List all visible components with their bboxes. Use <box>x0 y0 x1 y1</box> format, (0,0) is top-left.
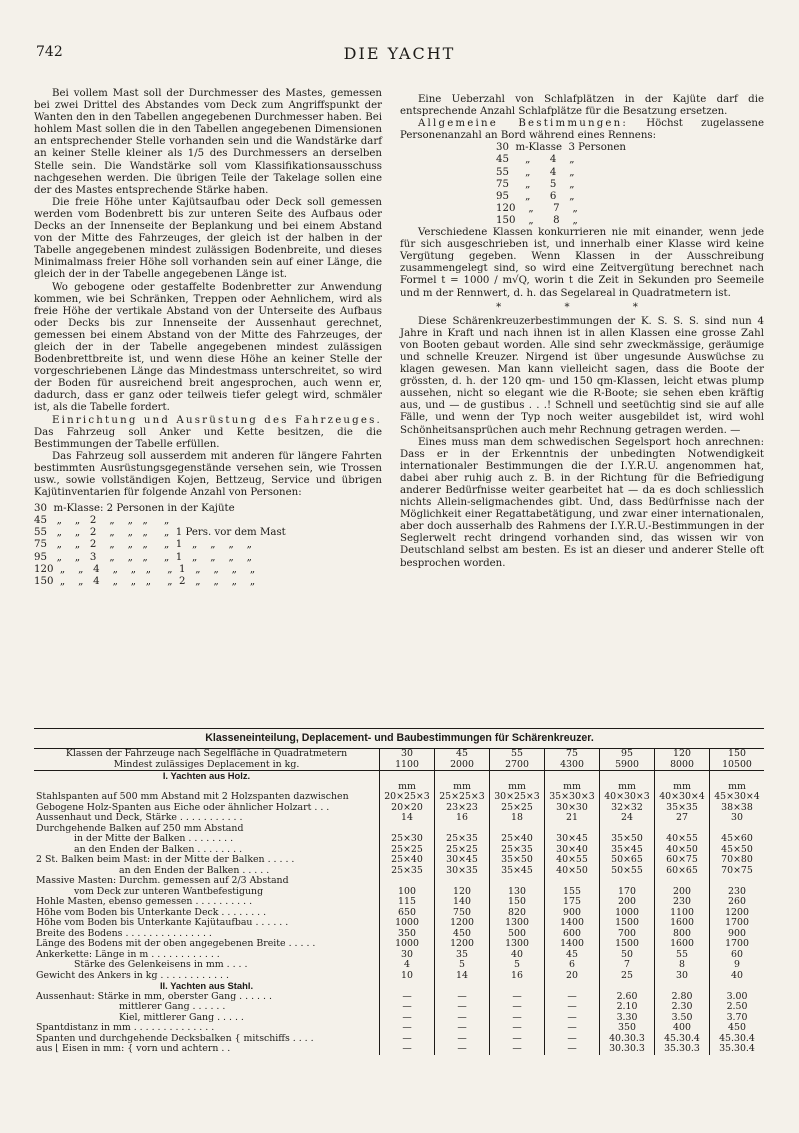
value-cell: 3.70 <box>710 1013 765 1024</box>
value-cell: 3.00 <box>710 992 765 1003</box>
value-cell: 5 <box>490 960 545 971</box>
running-title: DIE YACHT <box>343 44 456 63</box>
crew-max-list <box>496 142 764 227</box>
value-cell: 900 <box>545 908 600 919</box>
value-cell: mm <box>600 782 655 793</box>
row-label: Stärke des Gelenkeisens in mm . . . . <box>74 959 248 970</box>
section-lead: Einrichtung und Ausrüstung des Fahrzeuges. <box>52 414 382 426</box>
value-cell: 45.30.4 <box>710 1034 765 1045</box>
value-cell: 35×35 <box>655 803 710 814</box>
value-cell: 140 <box>435 897 490 908</box>
table-row <box>34 1002 764 1013</box>
row-label: Länge des Bodens mit der oben angegebenen Breite . . . . . <box>36 938 316 949</box>
value-cell: — <box>545 1023 600 1034</box>
value-cell: 1200 <box>710 908 765 919</box>
paragraph-text: Höchst zugelassene Personenanzahl an Bord während eines Rennens: <box>400 118 764 142</box>
table-row <box>34 855 764 866</box>
value-cell: 14 <box>380 813 435 824</box>
row-label: Höhe vom Boden bis Unterkante Deck . . . . . . . . <box>36 906 267 918</box>
value-cell: 8 <box>655 960 710 971</box>
value-cell: 70×75 <box>710 866 765 877</box>
paragraph-text: Das Fahrzeug soll Anker und Kette besitzen, die die Bestimmungen der Tabelle erfüllen. <box>34 426 382 450</box>
value-cell: 45×60 <box>710 834 765 845</box>
value-cell: 60×75 <box>655 855 710 866</box>
value-cell: — <box>380 1002 435 1013</box>
value-cell: 1600 <box>655 939 710 950</box>
crew-line: 95 „ „ 3 „ „ „ „ 1 „ „ „ „ <box>34 551 252 563</box>
value-cell: 30 <box>655 971 710 982</box>
row-label: Ankerkette: Länge in m . . . . . . . . . . . . <box>36 948 220 960</box>
displacement-cell: 2000 <box>435 760 490 771</box>
value-cell: 10 <box>380 971 435 982</box>
value-cell: 750 <box>435 908 490 919</box>
row-label: in der Mitte der Balken . . . . . . . . <box>74 833 234 844</box>
value-cell: — <box>380 1013 435 1024</box>
value-cell: — <box>380 992 435 1003</box>
value-cell: 35 <box>435 950 490 961</box>
value-cell: 400 <box>655 1023 710 1034</box>
paragraph <box>34 415 382 451</box>
value-cell: — <box>435 1013 490 1024</box>
displacement-cell: 2700 <box>490 760 545 771</box>
value-cell: 40×30×3 <box>600 792 655 803</box>
value-cell: 35×50 <box>600 834 655 845</box>
value-cell: 30 <box>710 813 765 824</box>
value-cell: 25 <box>600 971 655 982</box>
paragraph: Verschiedene Klassen konkurrieren nie mit einander, wenn jede für sich ausgeschrieben ist, und innerhalb einer Klasse wird keine Vergütung gegeben. Wenn Klassen in der Ausschreibung zusammengelegt sind, so wird eine Zeitvergütung berechnet nach Formel t = 1000 / m√Q, worin t die Zeit in Sekunden pro Seemeile und m der Rennwert, d. h. das Segelareal in Quadratmetern ist. <box>400 227 764 299</box>
value-cell: 150 <box>490 897 545 908</box>
value-cell: — <box>545 1002 600 1013</box>
value-cell <box>545 876 600 887</box>
spec-table <box>34 748 764 1055</box>
value-cell: 40×55 <box>545 855 600 866</box>
value-cell: 450 <box>710 1023 765 1034</box>
value-cell: 25×40 <box>490 834 545 845</box>
value-cell: 40×55 <box>655 834 710 845</box>
class-cell: 120 <box>655 749 710 760</box>
class-cell: 150 <box>710 749 765 760</box>
value-cell: 40 <box>490 950 545 961</box>
value-cell: — <box>545 1034 600 1045</box>
value-cell: 35×50 <box>490 855 545 866</box>
crew-max-line: 55 „ 4 „ <box>496 166 575 178</box>
value-cell: mm <box>655 782 710 793</box>
value-cell: mm <box>490 782 545 793</box>
value-cell: 260 <box>710 897 765 908</box>
section-title: I. Yachten aus Holz. <box>162 770 251 781</box>
value-cell: 5 <box>435 960 490 971</box>
displacement-cell: 1100 <box>380 760 435 771</box>
row-label: 2 St. Balken beim Mast: in der Mitte der Balken . . . . . <box>36 854 295 865</box>
table-row <box>34 792 764 803</box>
crew-line: 55 „ „ 2 „ „ „ „ 1 Pers. vor dem Mast <box>34 527 286 539</box>
value-cell: 50×65 <box>600 855 655 866</box>
value-cell: 25×40 <box>380 855 435 866</box>
value-cell: mm <box>380 782 435 793</box>
value-cell: 45×50 <box>710 845 765 856</box>
row-label: Aussenhaut und Deck, Stärke . . . . . . . . . . . <box>36 812 243 823</box>
value-cell: 100 <box>380 887 435 898</box>
table-top-rule <box>34 728 764 729</box>
value-cell: 27 <box>655 813 710 824</box>
value-cell: — <box>545 1013 600 1024</box>
value-cell: 35.30.4 <box>710 1044 765 1055</box>
value-cell: 25×25 <box>380 845 435 856</box>
crew-max-line: 30 m-Klasse 3 Personen <box>496 142 626 154</box>
value-cell: 30×45 <box>435 855 490 866</box>
value-cell: 650 <box>380 908 435 919</box>
value-cell: 45 <box>545 950 600 961</box>
displacement-cell: 8000 <box>655 760 710 771</box>
value-cell: 55 <box>655 950 710 961</box>
section-separator: * * * <box>496 301 668 313</box>
value-cell: 1200 <box>435 918 490 929</box>
header-label: Klassen der Fahrzeuge nach Segelfläche in Quadratmetern <box>65 748 348 759</box>
value-cell: 25×35 <box>490 845 545 856</box>
value-cell: 20 <box>545 971 600 982</box>
value-cell <box>655 876 710 887</box>
paragraph: Eine Ueberzahl von Schlafplätzen in der Kajüte darf die entsprechende Anzahl Schlafplätze für die Besatzung ersetzen. <box>400 94 764 118</box>
value-cell: 3.50 <box>655 1013 710 1024</box>
value-cell: 45×30×4 <box>710 792 765 803</box>
class-cell: 75 <box>545 749 600 760</box>
value-cell: 230 <box>655 897 710 908</box>
value-cell: 200 <box>600 897 655 908</box>
value-cell: 900 <box>710 929 765 940</box>
value-cell: 200 <box>655 887 710 898</box>
value-cell: 9 <box>710 960 765 971</box>
value-cell: 175 <box>545 897 600 908</box>
value-cell: 16 <box>435 813 490 824</box>
value-cell: 30×30 <box>545 803 600 814</box>
value-cell <box>380 876 435 887</box>
value-cell: 21 <box>545 813 600 824</box>
value-cell: — <box>435 1002 490 1013</box>
value-cell: 35×30×3 <box>545 792 600 803</box>
paragraph: Das Fahrzeug soll ausserdem mit anderen für längere Fahrten bestimmten Ausrüstungsgegenstände versehen sein, wie Trossen usw., sowie vollständigen Kojen, Bettzeug, Service und übrigen Kajütinventarien für folgende Anzahl von Personen: <box>34 450 382 499</box>
value-cell <box>490 876 545 887</box>
value-cell: 500 <box>490 929 545 940</box>
value-cell: 700 <box>600 929 655 940</box>
value-cell: 23×23 <box>435 803 490 814</box>
value-cell: — <box>545 992 600 1003</box>
displacement-cell: 4300 <box>545 760 600 771</box>
row-label: an den Enden der Balken . . . . . <box>119 864 270 876</box>
crew-list <box>34 503 382 588</box>
value-cell: 4 <box>380 960 435 971</box>
value-cell: 1400 <box>545 939 600 950</box>
table-header-row <box>34 749 764 760</box>
value-cell: 50 <box>600 950 655 961</box>
table-title: Klasseneinteilung, Deplacement- und Baubestimmungen für Schärenkreuzer. <box>205 732 594 744</box>
row-label: Höhe vom Boden bis Unterkante Kajütaufbau . . . . . . <box>36 917 289 928</box>
value-cell: — <box>490 1013 545 1024</box>
table-row <box>34 960 764 971</box>
class-cell: 30 <box>380 749 435 760</box>
value-cell: — <box>435 992 490 1003</box>
section-lead: Allgemeine Bestimmungen: <box>418 118 629 130</box>
value-cell: — <box>490 1034 545 1045</box>
table-row <box>34 897 764 908</box>
section-row-steel <box>34 981 764 992</box>
value-cell: mm <box>435 782 490 793</box>
row-label: Massive Masten: Durchm. gemessen auf 2/3 Abstand <box>36 875 289 886</box>
crew-line: 45 „ „ 2 „ „ „ „ <box>34 515 170 527</box>
table-row <box>34 918 764 929</box>
value-cell: — <box>490 1044 545 1055</box>
value-cell: 350 <box>600 1023 655 1034</box>
displacement-cell: 10500 <box>710 760 765 771</box>
value-cell: 2.30 <box>655 1002 710 1013</box>
value-cell: 30×45 <box>545 834 600 845</box>
value-cell: mm <box>710 782 765 793</box>
value-cell: mm <box>545 782 600 793</box>
value-cell: 800 <box>655 929 710 940</box>
value-cell: 35.30.3 <box>655 1044 710 1055</box>
value-cell: 70×80 <box>710 855 765 866</box>
table-row <box>34 1044 764 1055</box>
paragraph <box>400 118 764 142</box>
value-cell: 3.30 <box>600 1013 655 1024</box>
class-cell: 95 <box>600 749 655 760</box>
value-cell: 30×35 <box>435 866 490 877</box>
value-cell: 1000 <box>380 939 435 950</box>
row-label: Gewicht des Ankers in kg . . . . . . . . . . . . <box>36 969 229 981</box>
value-cell: 40×50 <box>545 866 600 877</box>
value-cell: 1500 <box>600 918 655 929</box>
crew-line: 120 „ „ 4 „ „ „ „ 1 „ „ „ „ <box>34 563 256 575</box>
value-cell: 2.10 <box>600 1002 655 1013</box>
value-cell: 350 <box>380 929 435 940</box>
value-cell: — <box>380 1034 435 1045</box>
section-row-wood <box>34 771 764 782</box>
section-title: II. Yachten aus Stahl. <box>159 980 254 991</box>
value-cell: 1400 <box>545 918 600 929</box>
value-cell: 18 <box>490 813 545 824</box>
row-label: Breite des Bodens . . . . . . . . . . . . . . . <box>36 927 212 939</box>
value-cell: 40.30.3 <box>600 1034 655 1045</box>
value-cell: 7 <box>600 960 655 971</box>
value-cell: 1200 <box>435 939 490 950</box>
value-cell: 1300 <box>490 918 545 929</box>
value-cell: — <box>490 992 545 1003</box>
value-cell: 60 <box>710 950 765 961</box>
value-cell: 25×35 <box>435 834 490 845</box>
value-cell: 130 <box>490 887 545 898</box>
value-cell: 1700 <box>710 939 765 950</box>
value-cell: 14 <box>435 971 490 982</box>
crew-line: 150 „ „ 4 „ „ „ „ 2 „ „ „ „ <box>34 575 256 587</box>
row-label: Hohle Masten, ebenso gemessen . . . . . . . . . . <box>36 896 253 907</box>
row-label: vom Deck zur unteren Wantbefestigung <box>74 885 264 897</box>
value-cell: 25×25 <box>490 803 545 814</box>
table-row <box>34 813 764 824</box>
value-cell: 40×50 <box>655 845 710 856</box>
paragraph: Bei vollem Mast soll der Durchmesser des Mastes, gemessen bei zwei Drittel des Abstandes vom Deck zum Angriffspunkt der Wanten den in den Tabellen angegebenen Durchmesser haben. Bei hohlem Mast sollen die in den Tabellen angegebenen Dimensionen an entsprechender Stelle vorhanden sein und die Wandstärke darf an keiner Stelle kleiner als 1/5 des Durchmessers an derselben Stelle sein. Die Wandstärke soll vom Klassifikationsausschuss nachgesehen werden. Die übrigen Teile der Takelage sollen eine der des Mastes entsprechende Stärke haben. <box>34 88 382 196</box>
value-cell: 120 <box>435 887 490 898</box>
value-cell: 1100 <box>655 908 710 919</box>
value-cell: 170 <box>600 887 655 898</box>
value-cell: 32×32 <box>600 803 655 814</box>
paragraph: Wo gebogene oder gestaffelte Bodenbretter zur Anwendung kommen, wie bei Schränken, Treppen oder Aehnlichem, wird als freie Höhe der vertikale Abstand von der Unterseite des Aufbaus oder Decks bis zur Innenseite der Aussenhaut gerechnet, gemessen bei einem Abstand von der Mitte des Fahrzeuges, der gleich der in der Tabelle angegebenen mindest zulässigen Bodenbrettbreite ist, und wenn diese Höhe an keiner Stelle der vorgeschriebenen Länge das Mindestmass unterschreitet, so wird der Boden für ausreichend breit angesprochen, auch wenn er, dadurch, dass er ganz oder teilweis tiefer gelegt wird, schmäler ist, als die Tabelle fordert. <box>34 281 382 414</box>
value-cell: 2.60 <box>600 992 655 1003</box>
row-label: an den Enden der Balken . . . . . . . . <box>74 843 243 855</box>
crew-max-line: 95 „ 6 „ <box>496 190 575 202</box>
value-cell: 1700 <box>710 918 765 929</box>
value-cell: 450 <box>435 929 490 940</box>
value-cell: 30×40 <box>545 845 600 856</box>
value-cell: 35×45 <box>600 845 655 856</box>
value-cell: — <box>380 1023 435 1034</box>
value-cell: 35×45 <box>490 866 545 877</box>
value-cell: 25×35 <box>380 866 435 877</box>
value-cell: 30 <box>380 950 435 961</box>
displacement-cell: 5900 <box>600 760 655 771</box>
table-row <box>34 1023 764 1034</box>
value-cell: — <box>380 1044 435 1055</box>
row-label: Kiel, mittlerer Gang . . . . . <box>119 1011 244 1023</box>
paragraph: Die freie Höhe unter Kajütsaufbau oder Deck soll gemessen werden vom Bodenbrett bis zur unteren Seite des Aufbaus oder Decks an der Innenseite der Beplankung und bei einem Abstand von der Mitte des Fahrzeuges, der gleich ist der halben in der Tabelle angegebenen mindest zulässigen Bodenbreite, und dieses Minimalmass freier Höhe soll vorhanden sein auf einer Länge, die gleich der in der Tabelle angegebenen Länge ist. <box>34 196 382 281</box>
value-cell: — <box>435 1034 490 1045</box>
value-cell <box>600 876 655 887</box>
value-cell: 1600 <box>655 918 710 929</box>
crew-max-line: 75 „ 5 „ <box>496 178 575 190</box>
crew-max-line: 150 „ 8 „ <box>496 214 578 226</box>
value-cell: 155 <box>545 887 600 898</box>
value-cell: 25×25 <box>435 845 490 856</box>
value-cell: 30×25×3 <box>490 792 545 803</box>
value-cell: 25×25×3 <box>435 792 490 803</box>
value-cell: 1300 <box>490 939 545 950</box>
value-cell: 50×55 <box>600 866 655 877</box>
table-row <box>34 834 764 845</box>
value-cell: 25×30 <box>380 834 435 845</box>
value-cell: 230 <box>710 887 765 898</box>
row-label: aus ⌊ Eisen in mm: { vorn und achtern . . <box>36 1043 231 1054</box>
value-cell: 30.30.3 <box>600 1044 655 1055</box>
row-label: Spanten und durchgehende Decksbalken { mitschiffs . . . . <box>36 1032 314 1044</box>
value-cell <box>710 876 765 887</box>
row-label: Aussenhaut: Stärke in mm, oberster Gang . . . . . . <box>36 990 272 1002</box>
class-cell: 55 <box>490 749 545 760</box>
value-cell <box>435 876 490 887</box>
crew-line: 30 m-Klasse: 2 Personen in der Kajüte <box>34 503 235 515</box>
class-cell: 45 <box>435 749 490 760</box>
value-cell: 1500 <box>600 939 655 950</box>
row-label: Gebogene Holz-Spanten aus Eiche oder ähnlicher Holzart . . . <box>36 801 330 813</box>
crew-line: 75 „ „ 2 „ „ „ „ 1 „ „ „ „ <box>34 539 252 551</box>
value-cell: 40×30×4 <box>655 792 710 803</box>
paragraph: Eines muss man dem schwedischen Segelsport hoch anrechnen: Dass er in der Erkenntnis der unbedingten Notwendigkeit internationaler Bestimmungen die der I.Y.R.U. angenommen hat, dabei aber ruhig auch z. B. in der Richtung für die Befriedigung anderer Bedürfnisse weiter gearbeitet hat — da es doch schliesslich nichts Allein-seligmachendes gibt. Und, dass Bedürfnisse nach der Möglichkeit einer Regattabetätigung, und zwar einer internationalen, aber doch ausserhalb des Rahmens der I.Y.R.U.-Bestimmungen in der Seglerwelt recht dringend vorhanden sind, das wissen wir von Deutschland selbst am besten. Es ist an dieser und anderer Stelle oft besprochen worden. <box>400 436 764 569</box>
value-cell: 24 <box>600 813 655 824</box>
left-column <box>34 88 382 588</box>
row-label: Stahlspanten auf 500 mm Abstand mit 2 Holzspanten dazwischen <box>36 791 349 802</box>
value-cell: 20×20 <box>380 803 435 814</box>
value-cell: — <box>435 1044 490 1055</box>
value-cell: — <box>490 1002 545 1013</box>
value-cell: 1000 <box>600 908 655 919</box>
value-cell: 38×38 <box>710 803 765 814</box>
row-label: mittlerer Gang . . . . . . <box>119 1001 226 1012</box>
paragraph: Diese Schärenkreuzerbestimmungen der K. S. S. S. sind nun 4 Jahre in Kraft und nach ihnen ist in allen Klassen eine grosse Zahl von Booten gebaut worden. Alle sind sehr zweckmässige, geräumige und schnelle Kreuzer. Nirgend ist über ungesunde Auswüchse zu klagen gewesen. Man kann vielleicht sagen, dass die Boote der grössten, d. h. der 120 qm- und 150 qm-Klassen, leicht etwas plump aussehen, nicht so elegant wie die R-Boote; sie sehen eben kräftig aus, und — de gustibus . . .! Schnell und seetüchtig sind sie auf alle Fälle, und wenn der Typ noch weiter ausgebildet ist, wird wohl Schönheitsansprüchen auch mehr Rechnung getragen werden. — <box>400 315 764 436</box>
value-cell: — <box>545 1044 600 1055</box>
table-row <box>34 939 764 950</box>
value-cell: 40 <box>710 971 765 982</box>
header-label: Mindest zulässiges Deplacement in kg. <box>113 758 300 770</box>
value-cell: 6 <box>545 960 600 971</box>
row-label: Durchgehende Balken auf 250 mm Abstand <box>36 822 244 834</box>
page-number: 742 <box>36 44 63 60</box>
table-row <box>34 971 764 982</box>
crew-max-line: 45 „ 4 „ <box>496 154 575 166</box>
value-cell: 60×65 <box>655 866 710 877</box>
value-cell: 20×25×3 <box>380 792 435 803</box>
right-column <box>400 94 764 570</box>
value-cell: 2.50 <box>710 1002 765 1013</box>
table-row <box>34 876 764 887</box>
value-cell: 45.30.4 <box>655 1034 710 1045</box>
value-cell: — <box>490 1023 545 1034</box>
spec-table-body <box>34 749 764 1055</box>
table-header-row <box>34 760 764 771</box>
row-label: Spantdistanz in mm . . . . . . . . . . . . . . <box>36 1022 215 1033</box>
value-cell: 16 <box>490 971 545 982</box>
value-cell: 820 <box>490 908 545 919</box>
crew-max-line: 120 „ 7 „ <box>496 202 578 214</box>
value-cell: 600 <box>545 929 600 940</box>
value-cell: 2.80 <box>655 992 710 1003</box>
value-cell: — <box>435 1023 490 1034</box>
value-cell: 1000 <box>380 918 435 929</box>
value-cell: 115 <box>380 897 435 908</box>
